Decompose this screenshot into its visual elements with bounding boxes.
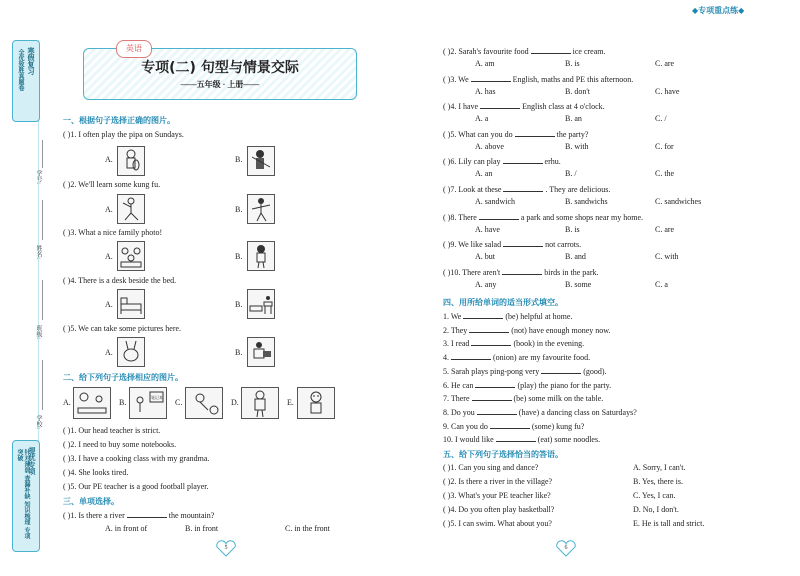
option-b-label: B. (235, 252, 243, 261)
answer-blank[interactable] (451, 352, 491, 360)
field-name: 姓名: (35, 245, 42, 260)
q3-8-post: a park and some shops near my home. (520, 212, 644, 222)
pic-label-d: D. (231, 398, 239, 407)
option-b-label: B. (235, 155, 243, 164)
right-page (435, 0, 780, 576)
answer-blank[interactable] (463, 311, 503, 319)
answer-blank[interactable] (469, 325, 509, 333)
camera-picture[interactable] (247, 337, 275, 367)
q3-1-pre: ( )1. Is there a river (63, 511, 125, 520)
answer-blank[interactable] (471, 74, 511, 82)
field-divider (42, 140, 43, 168)
q3-8-option-c: C. are (655, 224, 675, 234)
subject-badge: 英语 (116, 40, 152, 58)
q3-1-option-c: C. in the front (285, 524, 330, 533)
title-box (83, 44, 357, 100)
desk-bed-picture[interactable] (247, 289, 275, 319)
q3-3-option-a: A. has (475, 86, 496, 96)
q1-1-stem: ( )1. I often play the pipa on Sundays. (63, 130, 184, 139)
section-1-heading: 一、根据句子选择正确的图片。 (63, 116, 175, 125)
q3-4-pre: ( )4. I have (443, 102, 479, 112)
q3-5-option-b: B. with (565, 141, 589, 151)
q3-10-stem (443, 267, 598, 277)
section-5-heading: 五、给下列句子选择恰当的答语。 (443, 450, 563, 459)
q3-4-option-c: C. / (655, 114, 667, 124)
answer-blank[interactable] (471, 338, 511, 346)
q5-3-question: ( )3. What's your PE teacher like? (443, 491, 551, 500)
q3-6-post: erhu. (544, 157, 561, 167)
q3-9-option-a: A. but (475, 252, 495, 262)
q3-6-pre: ( )6. Lily can play (443, 157, 501, 167)
football-picture[interactable] (185, 387, 223, 419)
q3-8-option-a: A. have (475, 224, 500, 234)
q4-4 (443, 352, 590, 362)
answer-blank[interactable] (477, 407, 517, 415)
q3-9-option-b: B. and (565, 252, 586, 262)
q3-10-pre: ( )10. There aren't (443, 267, 501, 277)
q3-5-pre: ( )5. What can you do (443, 129, 513, 139)
q3-6-option-a: A. an (475, 169, 493, 179)
page-number-text: 5 (224, 545, 228, 551)
q3-1-stem (63, 510, 214, 520)
q3-2-option-a: A. am (475, 59, 495, 68)
q5-option-c: C. Yes, I can. (633, 491, 676, 500)
q3-4-post: English class at 4 o'clock. (522, 102, 605, 112)
q3-5-stem (443, 129, 588, 139)
q4-10 (443, 434, 600, 444)
q4-6 (443, 380, 611, 390)
option-b-label: B. (235, 348, 243, 357)
q4-9-post: (some) kung fu? (531, 421, 585, 431)
violin-picture[interactable] (247, 146, 275, 176)
q4-10-pre: 10. I would like (443, 435, 494, 445)
answer-blank[interactable] (503, 156, 543, 164)
q3-3-option-c: C. have (655, 86, 680, 96)
q4-4-post: (onion) are my favourite food. (493, 353, 591, 363)
q4-1-post: (be) helpful at home. (505, 312, 573, 321)
option-a-label: A. (105, 155, 113, 164)
option-a-label: A. (105, 205, 113, 214)
page-number-right (555, 540, 577, 558)
q4-2 (443, 325, 611, 335)
field-student-number: 学号: (35, 170, 42, 185)
q3-7-post: . They are delicious. (545, 185, 611, 194)
kungfu-picture[interactable] (117, 194, 145, 224)
field-school: 学校: (35, 415, 42, 430)
answer-blank[interactable] (503, 239, 543, 247)
q4-5-pre: 5. Sarah plays ping-pong very (443, 366, 540, 376)
q4-5 (443, 366, 607, 376)
q5-option-a: A. Sorry, I can't. (633, 463, 686, 472)
q4-9 (443, 421, 584, 431)
q3-6-option-b: B. / (565, 169, 577, 179)
q2-5: ( )5. Our PE teacher is a good football player. (63, 482, 209, 491)
field-divider (42, 280, 43, 320)
q3-8-pre: ( )8. There (443, 212, 477, 222)
q3-7-stem (443, 184, 610, 194)
q3-5-post: the party? (556, 129, 589, 139)
q3-8-option-b: B. is (565, 224, 580, 234)
family-photo-picture[interactable] (117, 241, 145, 271)
option-a-label: A. (105, 348, 113, 357)
q3-5-option-a: A. above (475, 141, 504, 151)
q4-6-pre: 6. He can (443, 380, 474, 390)
pic-label-b: B. (119, 398, 127, 407)
section-3-heading: 三、单项选择。 (63, 497, 119, 506)
q3-3-stem (443, 74, 633, 84)
q2-4: ( )4. She looks tired. (63, 468, 129, 477)
option-a-label: A. (105, 252, 113, 261)
q5-option-b: B. Yes, there is. (633, 477, 684, 486)
rabbit-picture[interactable] (117, 337, 145, 367)
q3-10-post: birds in the park. (544, 267, 599, 277)
q2-3: ( )3. I have a cooking class with my grandma. (63, 454, 210, 463)
notebook-sign-text: 笔记本 (151, 395, 163, 400)
q1-3-stem: ( )3. What a nice family photo! (63, 228, 163, 237)
answer-blank[interactable] (479, 212, 519, 220)
q4-8-pre: 8. Do you (443, 407, 475, 417)
q3-9-stem (443, 239, 581, 249)
sidebar-tab-bottom-title: 提优专项 (28, 447, 36, 475)
girl-picture[interactable] (247, 241, 275, 271)
q4-10-post: (eat) some noodles. (537, 435, 601, 445)
sidebar-tab-top-sub: 全优致胜真题卷 (17, 49, 24, 91)
answer-blank[interactable] (531, 46, 571, 54)
field-divider (42, 200, 43, 240)
section-2-heading: 二、给下列句子选择相应的图片。 (63, 373, 183, 382)
q3-7-option-b: B. sandwichs (565, 197, 608, 206)
q4-7 (443, 393, 603, 403)
q4-9-pre: 9. Can you do (443, 421, 488, 431)
answer-blank[interactable] (502, 267, 542, 275)
sidebar-tab-top (12, 40, 40, 122)
q5-5-question: ( )5. I can swim. What about you? (443, 519, 552, 528)
answer-blank[interactable] (480, 101, 520, 109)
q3-4-stem (443, 101, 605, 111)
option-b-label: B. (235, 300, 243, 309)
section-4-heading: 四、用所给单词的适当形式填空。 (443, 298, 563, 307)
q3-2-pre: ( )2. Sarah's favourite food (443, 47, 529, 56)
q1-5-stem: ( )5. We can take some pictures here. (63, 324, 182, 333)
q4-1-pre: 1. We (443, 312, 462, 321)
field-divider (42, 360, 43, 410)
q4-7-post: (be) some milk on the table. (513, 394, 604, 404)
q5-2-question: ( )2. Is there a river in the village? (443, 477, 553, 486)
q1-4-stem: ( )4. There is a desk beside the bed. (63, 276, 177, 285)
q2-2: ( )2. I need to buy some notebooks. (63, 440, 177, 449)
q5-4-question: ( )4. Do you often play basketball? (443, 505, 555, 514)
tired-picture[interactable] (297, 387, 335, 419)
q4-2-pre: 2. They (443, 325, 468, 335)
q3-9-pre: ( )9. We like salad (443, 240, 502, 250)
answer-blank[interactable] (515, 129, 555, 137)
option-b-label: B. (235, 205, 243, 214)
q4-2-post: (not) have enough money now. (511, 325, 611, 335)
q3-10-option-a: A. any (475, 279, 497, 289)
q3-6-stem (443, 156, 561, 166)
pic-label-a: A. (63, 398, 71, 407)
option-a-label: A. (105, 300, 113, 309)
q5-1-question: ( )1. Can you sing and dance? (443, 463, 539, 472)
answer-blank[interactable] (503, 184, 543, 192)
q1-2-stem: ( )2. We'll learn some kung fu. (63, 180, 161, 189)
q3-6-option-c: C. the (655, 169, 675, 179)
q3-1-option-a: A. in front of (105, 524, 148, 533)
dance-picture[interactable] (247, 194, 275, 224)
strict-teacher-picture[interactable] (241, 387, 279, 419)
q3-7-option-a: A. sandwich (475, 197, 515, 206)
binding-sidebar (12, 40, 42, 550)
answer-blank[interactable] (496, 434, 536, 442)
page-title: 专项(二) 句型与情景交际 (141, 60, 299, 76)
header-tag: ◆专项重点练◆ (692, 6, 745, 15)
q3-3-pre: ( )3. We (443, 74, 469, 84)
answer-blank[interactable] (475, 380, 515, 388)
q2-1: ( )1. Our head teacher is strict. (63, 426, 161, 435)
q3-10-option-b: B. some (565, 279, 592, 289)
page-number-left (215, 540, 237, 558)
q4-3-post: (book) in the evening. (513, 339, 585, 349)
q4-1 (443, 311, 572, 321)
q4-3 (443, 338, 584, 348)
q3-3-post: English, maths and PE this afternoon. (512, 74, 634, 84)
q3-4-option-a: A. a (475, 114, 489, 124)
bed-picture[interactable] (117, 289, 145, 319)
sidebar-tab-bottom-sub: 针对薄弱 查漏补缺 知识梳理 专项突破 (16, 449, 30, 540)
answer-blank[interactable] (541, 366, 581, 374)
q4-7-pre: 7. There (443, 394, 470, 404)
answer-blank[interactable] (472, 393, 512, 401)
pic-label-c: C. (175, 398, 183, 407)
q3-8-stem (443, 212, 643, 222)
q3-10-option-c: C. a (655, 279, 668, 289)
q3-7-pre: ( )7. Look at these (443, 185, 502, 194)
q5-option-e: E. He is tall and strict. (633, 519, 705, 528)
q4-8-post: (have) a dancing class on Saturdays? (518, 407, 637, 417)
q3-3-option-b: B. don't (565, 86, 590, 96)
q3-2-option-b: B. is (565, 59, 580, 68)
pic-label-e: E. (287, 398, 294, 407)
page-subtitle: ——五年级 · 上册—— (180, 80, 260, 89)
q3-9-post: not carrots. (545, 240, 582, 250)
field-class: 班级: (35, 325, 42, 340)
left-page (55, 0, 390, 576)
q3-7-option-c: C. sandwiches (655, 197, 702, 206)
notebook-picture[interactable] (129, 387, 167, 419)
answer-blank[interactable] (127, 510, 167, 518)
q4-3-pre: 3. I read (443, 339, 470, 349)
sidebar-tab-top-title: 寒假复习 (27, 47, 35, 75)
q4-6-post: (play) the piano for the party. (517, 380, 612, 390)
pipa-picture[interactable] (117, 146, 145, 176)
q3-2-post: ice cream. (572, 47, 606, 56)
page-number-text: 6 (564, 545, 568, 551)
q3-5-option-c: C. for (655, 141, 674, 151)
q3-4-option-b: B. an (565, 114, 582, 124)
q3-2-option-c: C. are (655, 59, 675, 68)
q3-2-stem (443, 46, 606, 56)
cooking-picture[interactable] (73, 387, 111, 419)
q4-5-post: (good). (583, 366, 607, 376)
q5-option-d: D. No, I don't. (633, 505, 679, 514)
q3-9-option-c: C. with (655, 252, 679, 262)
q4-8 (443, 407, 637, 417)
sidebar-tab-bottom (12, 440, 40, 552)
q3-1-option-b: B. in front (185, 524, 219, 533)
q3-1-post: the mountain? (168, 511, 215, 520)
q4-4-pre: 4. (443, 353, 449, 363)
answer-blank[interactable] (490, 421, 530, 429)
